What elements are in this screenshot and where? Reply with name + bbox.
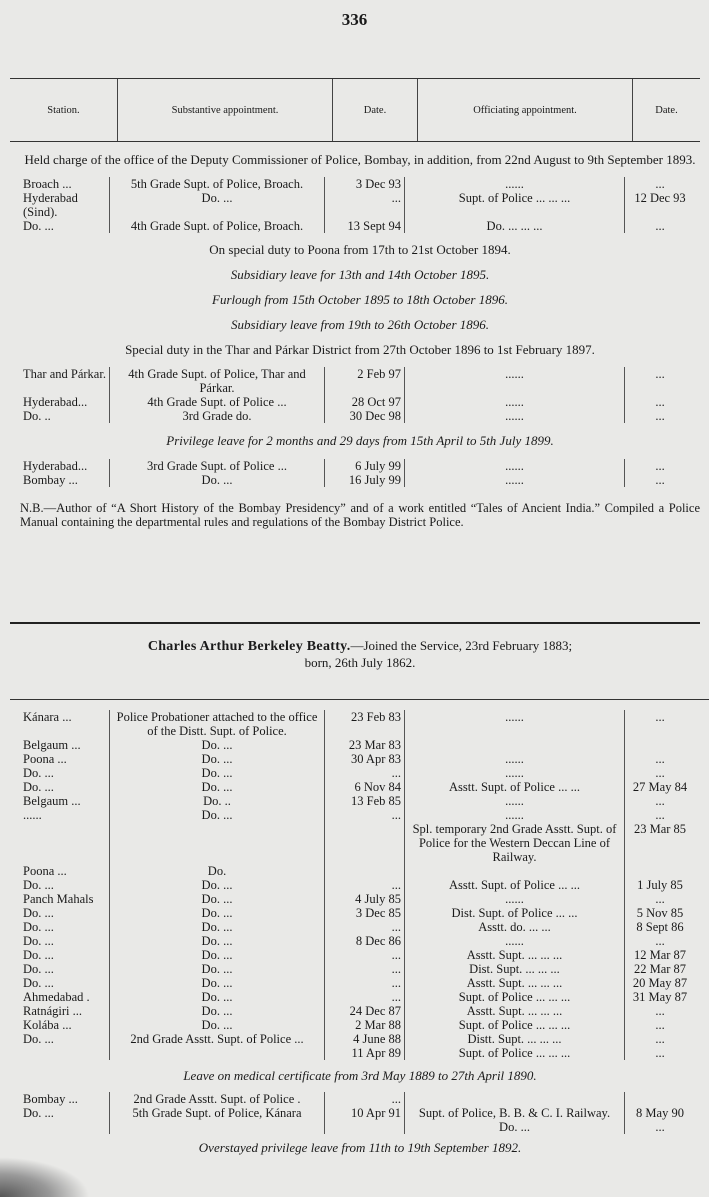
station-cell: Hyderabad (Sind).	[20, 191, 110, 219]
date-cell: 24 Dec 87	[325, 1004, 405, 1018]
table-row	[20, 794, 700, 808]
table-row	[20, 1120, 700, 1134]
substantive-appointment-cell	[110, 822, 325, 864]
officiating-date-cell: 12 Mar 87	[633, 948, 687, 962]
section-divider	[10, 622, 700, 624]
officiating-appointment-cell: ......	[405, 710, 625, 738]
table-row	[20, 1092, 700, 1106]
substantive-appointment-cell: Do. ...	[110, 962, 325, 976]
officiating-date-cell: ...	[655, 219, 665, 233]
nb-note: N.B.—Author of “A Short History of the Bombay Presidency” and of a work entitled “Tales of Ancient India.” Compiled a Police Manual containing the departmental rules and regulations of the Bombay District Police.	[20, 501, 700, 529]
service-note: Subsidiary leave from 19th to 26th October 1896.	[230, 317, 490, 332]
officiating-appointment-cell: Supt. of Police ... ... ...	[405, 191, 625, 219]
date-cell: ...	[325, 920, 405, 934]
table-row	[20, 1018, 700, 1032]
table-row	[20, 934, 700, 948]
station-cell: Kánara ...	[20, 710, 110, 738]
date-cell: ...	[325, 962, 405, 976]
substantive-appointment-cell: Do. ...	[110, 934, 325, 948]
section-beatty	[20, 638, 700, 1162]
table-row	[20, 906, 700, 920]
substantive-appointment-cell	[110, 1046, 325, 1060]
station-cell: Do. ..	[20, 409, 110, 423]
station-cell: ......	[20, 808, 110, 822]
col-substantive: Substantive appointment.	[118, 79, 333, 141]
held-charge-heading: Held charge of the office of the Deputy Commissioner of Police, Bombay, in addition, from 22nd August to 9th September 1893.	[24, 152, 696, 167]
officiating-appointment-cell: ......	[405, 808, 625, 822]
officiating-appointment-cell: ......	[405, 395, 625, 409]
officiating-date-cell: 20 May 87	[632, 976, 688, 990]
table-row	[20, 822, 700, 864]
station-cell: Hyderabad...	[20, 395, 110, 409]
station-cell: Do. ...	[20, 766, 110, 780]
station-cell: Do. ...	[20, 948, 110, 962]
officiating-appointment-cell: Do. ... ... ...	[405, 219, 625, 233]
notes-s1	[20, 242, 700, 358]
station-cell: Do. ...	[20, 1106, 110, 1120]
officiating-appointment-cell: ......	[405, 473, 625, 487]
substantive-appointment-cell: Do. ...	[110, 1004, 325, 1018]
date-cell: 28 Oct 97	[325, 395, 405, 409]
officiating-appointment-cell: ......	[405, 766, 625, 780]
substantive-appointment-cell: Do. ...	[110, 920, 325, 934]
substantive-appointment-cell: 2nd Grade Asstt. Supt. of Police ...	[110, 1032, 325, 1046]
substantive-appointment-cell: Do. ...	[110, 892, 325, 906]
station-cell: Do. ...	[20, 1032, 110, 1046]
table-row	[20, 191, 700, 219]
substantive-appointment-cell: Police Probationer attached to the office of the Distt. Supt. of Police.	[110, 710, 325, 738]
table-row	[20, 976, 700, 990]
table-row	[20, 864, 700, 878]
officiating-date-cell: ...	[655, 766, 665, 780]
substantive-appointment-cell: Do. ...	[110, 990, 325, 1004]
officiating-date-cell: ...	[655, 367, 665, 381]
station-cell: Kolába ...	[20, 1018, 110, 1032]
table-row	[20, 990, 700, 1004]
officiating-appointment-cell: Asstt. Supt. ... ... ...	[405, 948, 625, 962]
table-row	[20, 878, 700, 892]
station-cell: Do. ...	[20, 906, 110, 920]
station-cell: Do. ...	[20, 878, 110, 892]
substantive-appointment-cell: Do. ...	[110, 906, 325, 920]
substantive-appointment-cell: Do. ...	[110, 808, 325, 822]
officiating-date-cell	[625, 864, 695, 878]
substantive-appointment-cell: Do. ..	[110, 794, 325, 808]
station-cell: Belgaum ...	[20, 738, 110, 752]
table-row	[20, 710, 700, 738]
officiating-appointment-cell: ......	[405, 459, 625, 473]
officiating-date-cell: ...	[655, 177, 665, 191]
scan-shadow	[0, 1157, 90, 1197]
officiating-date-cell: 31 May 87	[632, 990, 688, 1004]
date-cell: 6 Nov 84	[325, 780, 405, 794]
rows-beatty	[20, 710, 700, 1060]
table-row	[20, 395, 700, 409]
date-cell: 16 July 99	[325, 473, 405, 487]
station-cell: Do. ...	[20, 780, 110, 794]
date-cell: 3 Dec 93	[325, 177, 405, 191]
substantive-appointment-cell: Do. ...	[110, 878, 325, 892]
officiating-date-cell: ...	[655, 1032, 665, 1046]
table-header	[10, 78, 700, 142]
officiating-date-cell: 22 Mar 87	[633, 962, 687, 976]
officiating-appointment-cell: ......	[405, 934, 625, 948]
table-row	[20, 459, 700, 473]
table-row	[20, 920, 700, 934]
station-cell: Bombay ...	[20, 473, 110, 487]
table-row	[20, 766, 700, 780]
station-cell	[20, 1120, 110, 1134]
page-number: 336	[341, 10, 368, 29]
officiating-date-cell: ...	[655, 1120, 665, 1134]
rows-s2b	[20, 459, 700, 487]
officer-heading	[20, 638, 700, 671]
substantive-appointment-cell: Do. ...	[110, 191, 325, 219]
substantive-appointment-cell: Do. ...	[110, 752, 325, 766]
medical-leave-note: Leave on medical certificate from 3rd May 1889 to 27th April 1890.	[183, 1068, 537, 1083]
officiating-date-cell: 8 Sept 86	[636, 920, 684, 934]
substantive-appointment-cell	[110, 1120, 325, 1134]
date-cell	[325, 864, 405, 878]
substantive-appointment-cell: Do. ...	[110, 948, 325, 962]
officiating-date-cell: ...	[655, 752, 665, 766]
station-cell	[20, 822, 110, 864]
officiating-date-cell	[625, 738, 695, 752]
officiating-appointment-cell: Supt. of Police ... ... ...	[405, 1018, 625, 1032]
table-row	[20, 752, 700, 766]
officiating-date-cell	[625, 1092, 695, 1106]
date-cell: 2 Feb 97	[325, 367, 405, 395]
station-cell: Ahmedabad .	[20, 990, 110, 1004]
substantive-appointment-cell: Do. ...	[110, 976, 325, 990]
service-note: Special duty in the Thar and Párkar District from 27th October 1896 to 1st February 1897.	[125, 342, 595, 357]
rows-s2	[20, 367, 700, 423]
officiating-date-cell: 27 May 84	[632, 780, 688, 794]
station-cell: Poona ...	[20, 864, 110, 878]
substantive-appointment-cell: Do. ...	[110, 766, 325, 780]
officiating-date-cell: ...	[655, 473, 665, 487]
date-cell: 30 Apr 83	[325, 752, 405, 766]
officiating-appointment-cell: Distt. Supt. ... ... ...	[405, 1032, 625, 1046]
officer-born: born, 26th July 1862.	[304, 655, 416, 670]
table-row	[20, 1106, 700, 1120]
date-cell: 11 Apr 89	[325, 1046, 405, 1060]
privilege-leave-note: Privilege leave for 2 months and 29 days from 15th April to 5th July 1899.	[166, 433, 554, 448]
service-note: Furlough from 15th October 1895 to 18th October 1896.	[212, 292, 508, 307]
col-date-2: Date.	[655, 104, 678, 116]
date-cell	[325, 822, 405, 864]
officiating-appointment-cell: Dist. Supt. of Police ... ...	[405, 906, 625, 920]
substantive-appointment-cell: Do. ...	[110, 738, 325, 752]
officiating-date-cell: ...	[655, 892, 665, 906]
substantive-appointment-cell: Do. ...	[110, 473, 325, 487]
officer-name: Charles Arthur Berkeley Beatty.	[147, 639, 351, 654]
substantive-appointment-cell: 5th Grade Supt. of Police, Kánara	[110, 1106, 325, 1120]
officiating-date-cell: ...	[655, 710, 665, 724]
substantive-appointment-cell: Do.	[110, 864, 325, 878]
officiating-appointment-cell: Supt. of Police ... ... ...	[405, 990, 625, 1004]
officiating-date-cell: ...	[655, 794, 665, 808]
substantive-appointment-cell: Do. ...	[110, 1018, 325, 1032]
officiating-appointment-cell: Dist. Supt. ... ... ...	[405, 962, 625, 976]
table-row	[20, 1032, 700, 1046]
date-cell: 23 Mar 83	[325, 738, 405, 752]
officiating-date-cell: 1 July 85	[637, 878, 683, 892]
officiating-appointment-cell: ......	[405, 177, 625, 191]
officiating-date-cell: ...	[655, 395, 665, 409]
station-cell: Panch Mahals	[20, 892, 110, 906]
date-cell: 3 Dec 85	[325, 906, 405, 920]
substantive-appointment-cell: 2nd Grade Asstt. Supt. of Police .	[110, 1092, 325, 1106]
station-cell: Bombay ...	[20, 1092, 110, 1106]
col-date: Date.	[333, 79, 418, 141]
date-cell: 4 July 85	[325, 892, 405, 906]
date-cell: ...	[325, 808, 405, 822]
service-note: Subsidiary leave for 13th and 14th October 1895.	[230, 267, 490, 282]
officiating-appointment-cell: ......	[405, 367, 625, 395]
date-cell: 13 Feb 85	[325, 794, 405, 808]
officiating-date-cell: 8 May 90	[636, 1106, 684, 1120]
station-cell: Hyderabad...	[20, 459, 110, 473]
station-cell: Ratnágiri ...	[20, 1004, 110, 1018]
table-row	[20, 892, 700, 906]
officiating-appointment-cell	[405, 864, 625, 878]
officiating-appointment-cell: ......	[405, 794, 625, 808]
station-cell	[20, 1046, 110, 1060]
officiating-appointment-cell: Asstt. Supt. ... ... ...	[405, 976, 625, 990]
rows-s1	[20, 177, 700, 233]
overstay-note: Overstayed privilege leave from 11th to 19th September 1892.	[198, 1140, 522, 1155]
date-cell: ...	[325, 191, 405, 219]
table-row	[20, 177, 700, 191]
service-note: On special duty to Poona from 17th to 21st October 1894.	[209, 242, 511, 257]
officiating-appointment-cell	[405, 1092, 625, 1106]
date-cell: 10 Apr 91	[325, 1106, 405, 1120]
date-cell: ...	[325, 990, 405, 1004]
officiating-appointment-cell: ......	[405, 752, 625, 766]
station-cell: Do. ...	[20, 962, 110, 976]
rows-beatty-2	[20, 1092, 700, 1134]
substantive-appointment-cell: 4th Grade Supt. of Police ...	[110, 395, 325, 409]
date-cell: 6 July 99	[325, 459, 405, 473]
substantive-appointment-cell: 5th Grade Supt. of Police, Broach.	[110, 177, 325, 191]
table-row	[20, 962, 700, 976]
section-first-officer	[20, 152, 700, 529]
officiating-date-cell: ...	[655, 934, 665, 948]
table-row	[20, 1046, 700, 1060]
table-row	[20, 780, 700, 794]
date-cell: ...	[325, 948, 405, 962]
table-row	[20, 948, 700, 962]
date-cell: ...	[325, 1092, 405, 1106]
station-cell: Belgaum ...	[20, 794, 110, 808]
table-row	[20, 219, 700, 233]
officiating-date-cell: 5 Nov 85	[636, 906, 684, 920]
station-cell: Do. ...	[20, 219, 110, 233]
officiating-date-cell: ...	[655, 1004, 665, 1018]
officiating-appointment-cell: Asstt. Supt. of Police ... ...	[405, 780, 625, 794]
table-row	[20, 808, 700, 822]
date-cell: 13 Sept 94	[325, 219, 405, 233]
officiating-appointment-cell: Asstt. do. ... ...	[405, 920, 625, 934]
station-cell: Broach ...	[20, 177, 110, 191]
col-officiating: Officiating appointment.	[418, 79, 633, 141]
officer-intro: —Joined the Service, 23rd February 1883;	[350, 638, 573, 653]
officiating-appointment-cell	[405, 738, 625, 752]
station-cell: Do. ...	[20, 976, 110, 990]
station-cell: Do. ...	[20, 934, 110, 948]
table-row	[20, 1004, 700, 1018]
date-cell: ...	[325, 766, 405, 780]
officiating-date-cell: ...	[655, 409, 665, 423]
officiating-appointment-cell: Supt. of Police, B. B. & C. I. Railway.	[405, 1106, 625, 1120]
date-cell: 4 June 88	[325, 1032, 405, 1046]
date-cell: 30 Dec 98	[325, 409, 405, 423]
officiating-date-cell: ...	[655, 808, 665, 822]
station-cell: Thar and Párkar.	[20, 367, 110, 395]
station-cell: Do. ...	[20, 920, 110, 934]
officiating-appointment-cell: Spl. temporary 2nd Grade Asstt. Supt. of Police for the Western Deccan Line of Railway.	[405, 822, 625, 864]
officiating-appointment-cell: ......	[405, 409, 625, 423]
officiating-appointment-cell: Asstt. Supt. of Police ... ...	[405, 878, 625, 892]
substantive-appointment-cell: 4th Grade Supt. of Police, Thar and Párkar.	[110, 367, 325, 395]
station-cell: Poona ...	[20, 752, 110, 766]
officiating-date-cell: ...	[655, 1046, 665, 1060]
substantive-appointment-cell: 4th Grade Supt. of Police, Broach.	[110, 219, 325, 233]
officiating-date-cell: 23 Mar 85	[633, 822, 687, 836]
date-cell: 2 Mar 88	[325, 1018, 405, 1032]
officiating-appointment-cell: ......	[405, 892, 625, 906]
date-cell: ...	[325, 976, 405, 990]
table-row	[20, 738, 700, 752]
date-cell	[325, 1120, 405, 1134]
date-cell: 8 Dec 86	[325, 934, 405, 948]
officiating-appointment-cell: Supt. of Police ... ... ...	[405, 1046, 625, 1060]
officiating-date-cell: ...	[655, 459, 665, 473]
table-row	[20, 367, 700, 395]
substantive-appointment-cell: 3rd Grade do.	[110, 409, 325, 423]
substantive-appointment-cell: Do. ...	[110, 780, 325, 794]
table-row	[20, 473, 700, 487]
officiating-date-cell: ...	[655, 1018, 665, 1032]
substantive-appointment-cell: 3rd Grade Supt. of Police ...	[110, 459, 325, 473]
col-station: Station.	[10, 79, 118, 141]
officiating-appointment-cell: Asstt. Supt. ... ... ...	[405, 1004, 625, 1018]
table-row	[20, 409, 700, 423]
officiating-date-cell: 12 Dec 93	[634, 191, 686, 205]
officiating-appointment-cell: Do. ...	[405, 1120, 625, 1134]
date-cell: ...	[325, 878, 405, 892]
date-cell: 23 Feb 83	[325, 710, 405, 738]
